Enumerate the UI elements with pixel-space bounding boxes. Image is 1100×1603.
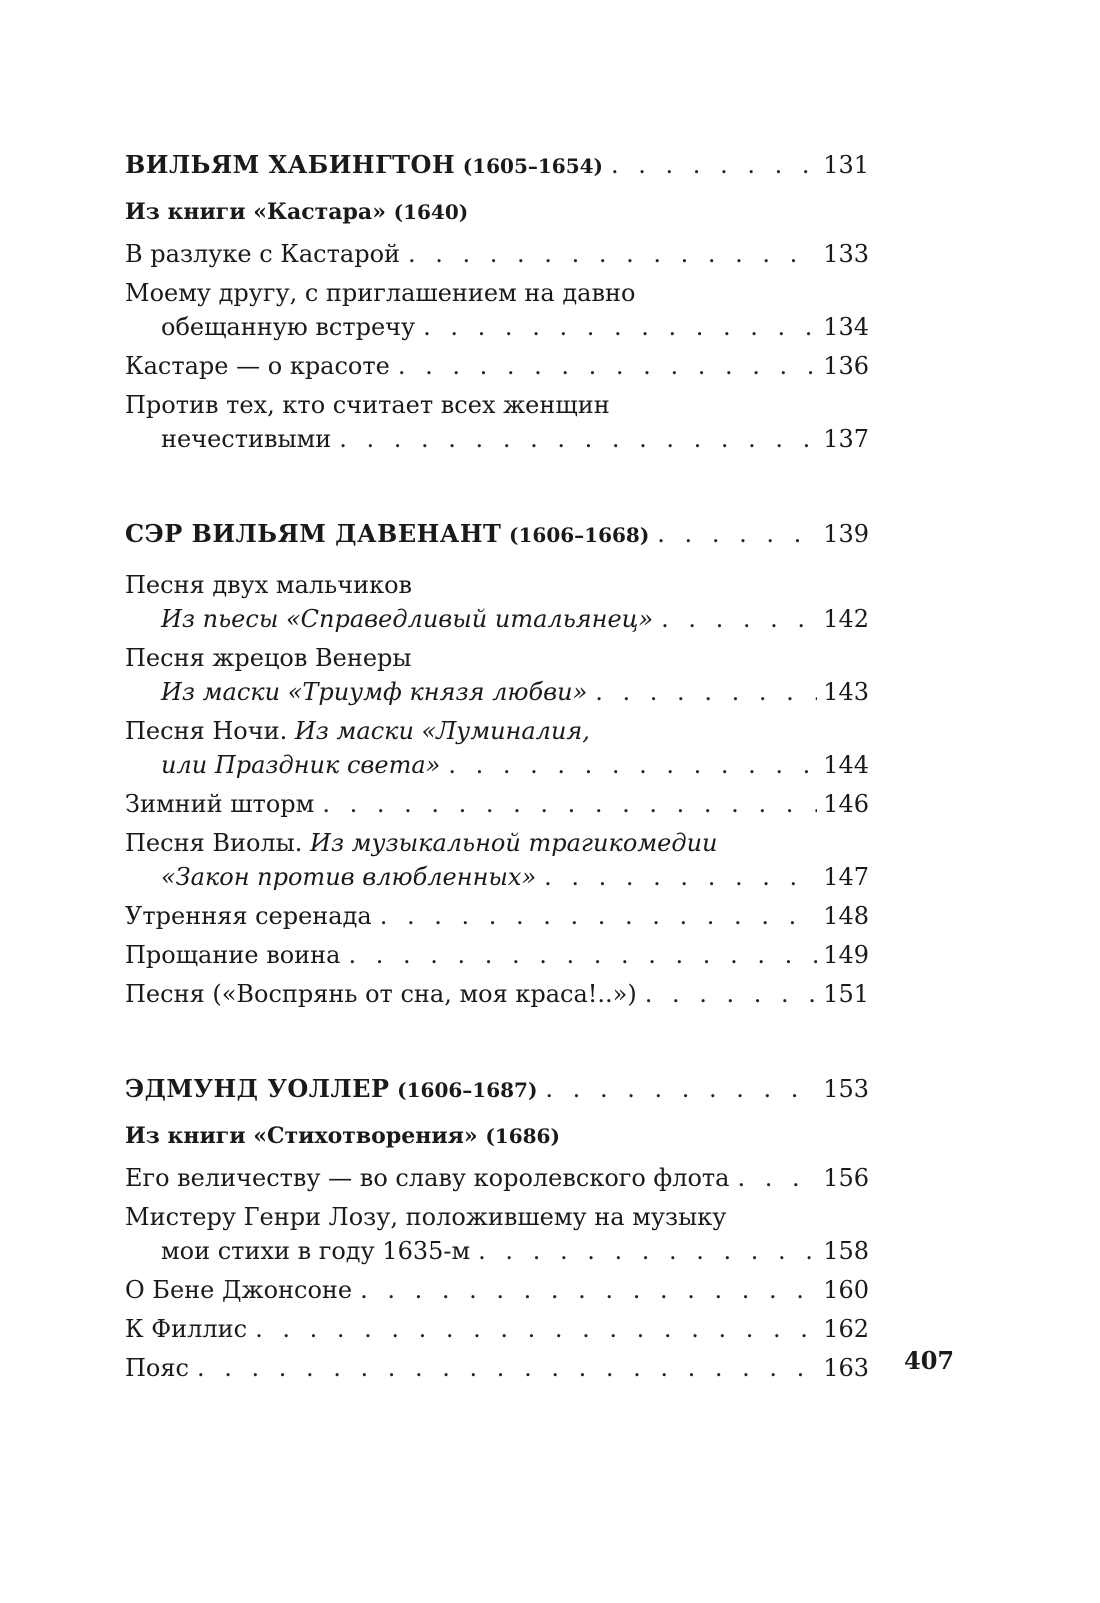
entry-title-line: Песня жрецов Венеры [125, 644, 412, 672]
leader-dots [544, 860, 817, 894]
page-number: 162 [823, 1315, 869, 1343]
leader-dots [408, 237, 817, 271]
book-subheading [125, 195, 869, 229]
toc-entry[interactable] [125, 1312, 869, 1346]
toc-entry[interactable] [125, 641, 869, 709]
page-number: 156 [823, 1164, 869, 1192]
toc-entry[interactable] [125, 899, 869, 933]
entry-title-continuation: нечестивыми [161, 425, 332, 453]
leader-dots [448, 748, 817, 782]
book-subheading [125, 1119, 869, 1153]
author-name: СЭР ВИЛЬЯМ ДАВЕНАНТ [125, 519, 502, 548]
entry-title-continuation: обещанную встречу [161, 313, 416, 341]
author-years: (1605–1654) [462, 154, 604, 178]
toc-entry[interactable] [125, 237, 869, 271]
entry-source-continuation: или Праздник света» [161, 751, 441, 779]
entry-source-italic: Из маски «Луминалия, [294, 717, 590, 745]
leader-dots [322, 787, 817, 821]
toc-entry[interactable] [125, 938, 869, 972]
toc-entry[interactable] [125, 826, 869, 894]
subheading-title: Из книги «Стихотворения» [125, 1123, 478, 1149]
entry-source-continuation: «Закон против влюбленных» [161, 863, 537, 891]
author-years: (1606–1687) [397, 1078, 538, 1102]
entry-title: Песня Ночи. [125, 717, 295, 745]
leader-dots [398, 349, 817, 383]
toc-entry[interactable] [125, 568, 869, 636]
leader-dots [478, 1234, 817, 1268]
entry-title: Прощание воина [125, 941, 341, 969]
page-number: 137 [823, 425, 869, 453]
leader-dots [595, 675, 817, 709]
entry-source-italic: Из маски «Триумф князя любви» [161, 678, 588, 706]
leader-dots [657, 517, 817, 551]
entry-source-italic: Из пьесы «Справедливый итальянец» [161, 605, 654, 633]
author-name: ЭДМУНД УОЛЛЕР [125, 1074, 390, 1103]
leader-dots [545, 1072, 817, 1106]
entry-title-continuation: мои стихи в году 1635-м [161, 1237, 471, 1265]
entry-title: Утренняя серенада [125, 902, 372, 930]
author-name: ВИЛЬЯМ ХАБИНГТОН [125, 150, 456, 179]
page-number: 151 [823, 980, 869, 1008]
leader-dots [380, 899, 817, 933]
page-number: 133 [823, 240, 869, 268]
page-number: 131 [823, 151, 869, 179]
leader-dots [255, 1312, 817, 1346]
leader-dots [661, 602, 817, 636]
page-number: 134 [823, 313, 869, 341]
entry-title: Пояс [125, 1354, 189, 1382]
author-entry-habington[interactable] [125, 148, 869, 183]
author-entry-waller[interactable] [125, 1072, 869, 1107]
page-number: 160 [823, 1276, 869, 1304]
subheading-years: (1640) [393, 200, 469, 224]
page-number: 148 [823, 902, 869, 930]
toc-entry[interactable] [125, 714, 869, 782]
toc-entry[interactable] [125, 349, 869, 383]
page-number: 153 [823, 1075, 869, 1103]
leader-dots [611, 148, 817, 182]
page-number: 144 [823, 751, 869, 779]
entry-title-line: Против тех, кто считает всех женщин [125, 391, 610, 419]
page-number: 142 [823, 605, 869, 633]
folio-page-number: 407 [904, 1346, 955, 1375]
entry-title-line: Моему другу, с приглашением на давно [125, 279, 636, 307]
subheading-years: (1686) [485, 1124, 560, 1148]
entry-title: Его величеству — во славу королевского флота [125, 1164, 730, 1192]
author-entry-davenant[interactable] [125, 517, 869, 552]
toc-entry[interactable] [125, 1161, 869, 1195]
entry-title: Песня Виолы. [125, 829, 311, 857]
page-number: 158 [823, 1237, 869, 1265]
entry-title: В разлуке с Кастарой [125, 240, 401, 268]
author-years: (1606–1668) [509, 523, 650, 547]
leader-dots [360, 1273, 817, 1307]
entry-title-line: Мистеру Генри Лозу, положившему на музыку [125, 1203, 727, 1231]
page-number: 139 [823, 520, 869, 548]
toc-entry[interactable] [125, 276, 869, 344]
page-number: 163 [823, 1354, 869, 1382]
leader-dots [339, 422, 817, 456]
leader-dots [645, 977, 817, 1011]
toc-entry[interactable] [125, 1273, 869, 1307]
entry-title: Кастаре — о красоте [125, 352, 390, 380]
entry-title: Песня («Воспрянь от сна, моя краса!..») [125, 980, 637, 1008]
page-number: 143 [823, 678, 869, 706]
page-number: 149 [823, 941, 869, 969]
entry-title: О Бене Джонсоне [125, 1276, 353, 1304]
page-number: 146 [823, 790, 869, 818]
toc-entry[interactable] [125, 1351, 869, 1385]
entry-title: Зимний шторм [125, 790, 315, 818]
toc-entry[interactable] [125, 977, 869, 1011]
subheading-title: Из книги «Кастара» [125, 199, 386, 225]
table-of-contents [125, 148, 869, 1390]
page-number: 136 [823, 352, 869, 380]
toc-entry[interactable] [125, 787, 869, 821]
toc-entry[interactable] [125, 388, 869, 456]
entry-source-italic: Из музыкальной трагикомедии [310, 829, 718, 857]
leader-dots [423, 310, 817, 344]
leader-dots [738, 1161, 818, 1195]
entry-title: К Филлис [125, 1315, 248, 1343]
page-number: 147 [823, 863, 869, 891]
leader-dots [197, 1351, 817, 1385]
toc-entry[interactable] [125, 1200, 869, 1268]
leader-dots [348, 938, 817, 972]
entry-title-line: Песня двух мальчиков [125, 571, 413, 599]
